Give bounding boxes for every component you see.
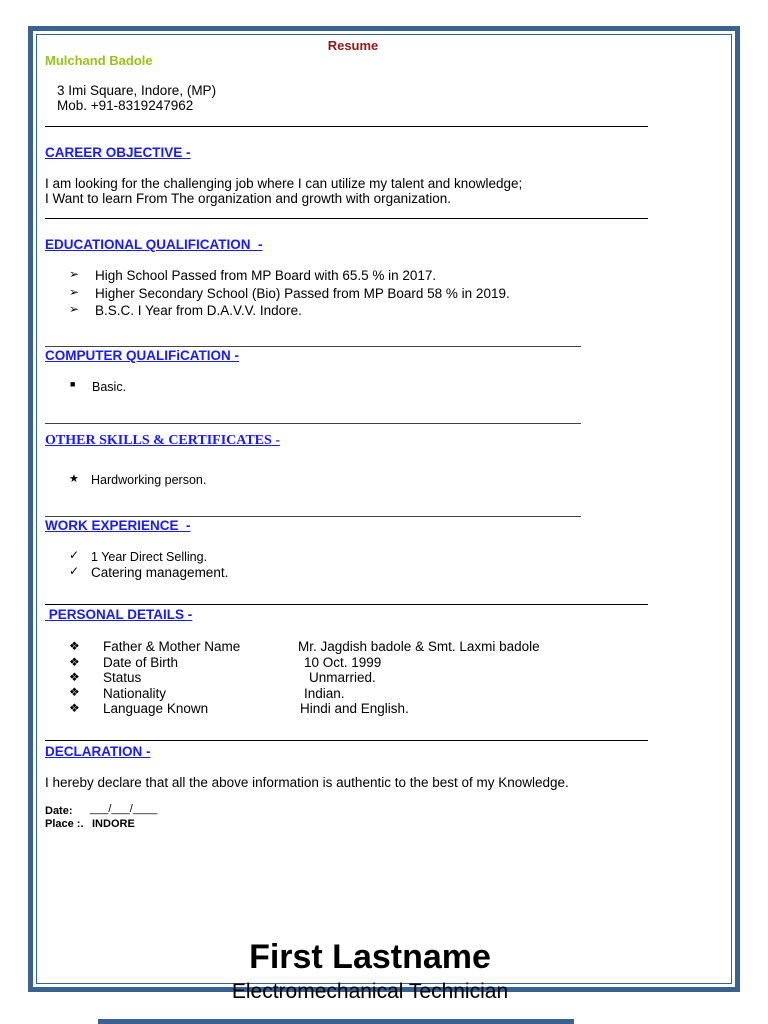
diamond-bullet-icon: ❖ bbox=[69, 670, 80, 684]
diamond-bullet-icon: ❖ bbox=[69, 701, 80, 715]
personal-value: Unmarried. bbox=[309, 670, 376, 685]
place-value: INDORE bbox=[92, 818, 135, 830]
personal-label: Date of Birth bbox=[103, 655, 179, 670]
footer-bar bbox=[98, 1019, 574, 1024]
mobile: Mob. +91-8319247962 bbox=[57, 98, 194, 113]
divider bbox=[45, 126, 648, 127]
work-item: Catering management. bbox=[91, 565, 229, 580]
education-item: Higher Secondary School (Bio) Passed from MP Board 58 % in 2019. bbox=[95, 286, 510, 301]
address: 3 Imi Square, Indore, (MP) bbox=[57, 83, 217, 98]
other-skills-heading: OTHER SKILLS & CERTIFICATES - bbox=[45, 433, 280, 448]
check-bullet-icon: ✓ bbox=[69, 564, 80, 578]
personal-value: 10 Oct. 1999 bbox=[304, 655, 382, 670]
career-objective-line: I am looking for the challenging job where I can utilize my talent and knowledge; bbox=[45, 176, 523, 191]
divider bbox=[45, 218, 648, 219]
star-bullet-icon: ★ bbox=[69, 473, 79, 485]
personal-details-heading: PERSONAL DETAILS - bbox=[48, 607, 193, 622]
declaration-heading: DECLARATION - bbox=[45, 744, 151, 759]
personal-value: Hindi and English. bbox=[300, 701, 409, 716]
diamond-bullet-icon: ❖ bbox=[69, 685, 80, 699]
divider bbox=[45, 740, 648, 741]
place-label: Place :. bbox=[45, 818, 84, 830]
divider bbox=[45, 516, 581, 517]
career-objective-line: I Want to learn From The organization and growth with organization. bbox=[45, 191, 451, 206]
declaration-text: I hereby declare that all the above information is authentic to the best of my Knowledge. bbox=[45, 775, 569, 790]
arrow-bullet-icon: ➢ bbox=[69, 302, 80, 316]
work-experience-heading: WORK EXPERIENCE - bbox=[45, 518, 191, 533]
square-bullet-icon: ■ bbox=[70, 379, 76, 389]
personal-value: Indian. bbox=[304, 686, 345, 701]
computer-item: Basic. bbox=[92, 380, 127, 394]
footer-subtitle: Electromechanical Technician bbox=[231, 980, 509, 1003]
candidate-name: Mulchand Badole bbox=[45, 53, 153, 68]
diamond-bullet-icon: ❖ bbox=[69, 639, 80, 653]
arrow-bullet-icon: ➢ bbox=[69, 285, 80, 299]
work-item: 1 Year Direct Selling. bbox=[91, 550, 208, 564]
divider bbox=[45, 604, 648, 605]
resume-title: Resume bbox=[327, 38, 379, 53]
arrow-bullet-icon: ➢ bbox=[69, 267, 80, 281]
personal-label: Father & Mother Name bbox=[103, 639, 241, 654]
personal-value: Mr. Jagdish badole & Smt. Laxmi badole bbox=[298, 639, 540, 654]
computer-heading: COMPUTER QUALIFiCATION - bbox=[45, 348, 240, 363]
divider bbox=[45, 346, 581, 347]
divider bbox=[45, 423, 581, 424]
date-label: Date: bbox=[45, 805, 73, 817]
date-value: ___/___/____ bbox=[90, 803, 158, 815]
other-skills-item: Hardworking person. bbox=[91, 473, 207, 487]
personal-label: Status bbox=[103, 670, 142, 685]
education-item: B.S.C. I Year from D.A.V.V. Indore. bbox=[95, 303, 302, 318]
check-bullet-icon: ✓ bbox=[69, 548, 80, 562]
personal-label: Nationality bbox=[103, 686, 167, 701]
footer-name: First Lastname bbox=[249, 938, 491, 976]
education-item: High School Passed from MP Board with 65.5 % in 2017. bbox=[95, 268, 437, 283]
personal-label: Language Known bbox=[103, 701, 209, 716]
education-heading: EDUCATIONAL QUALIFICATION - bbox=[45, 237, 263, 252]
diamond-bullet-icon: ❖ bbox=[69, 655, 80, 669]
career-objective-heading: CAREER OBJECTIVE - bbox=[45, 145, 191, 160]
